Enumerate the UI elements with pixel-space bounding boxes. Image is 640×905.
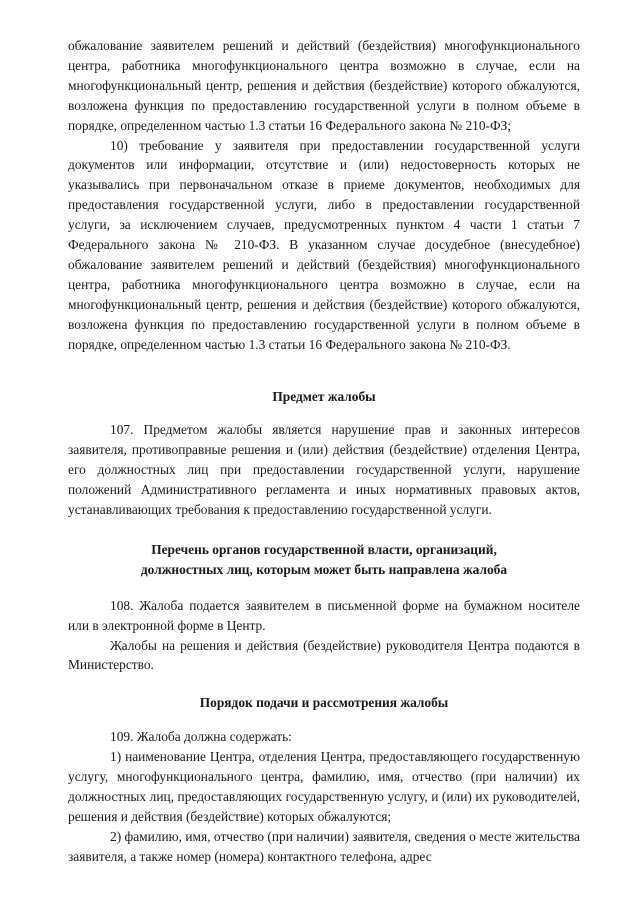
heading-procedure: Порядок подачи и рассмотрения жалобы [199, 695, 449, 711]
spacer [68, 580, 580, 596]
paragraph-109-item-2: 2) фамилию, имя, отчество (при наличии) заявителя, сведения о месте жительства заявителя, а также номер (номера) контактного телефона, адрес [68, 828, 580, 864]
heading-bodies-line-2: должностных лиц, которым может быть направлена жалоба [140, 561, 508, 577]
spacer [68, 406, 580, 420]
paragraph-109: 109. Жалоба должна содержать: [110, 729, 292, 745]
spacer [68, 520, 580, 540]
paragraph-108: 108. Жалоба подается заявителем в письменной форме на бумажном носителе или в электронной форме в Центр. [68, 597, 580, 633]
heading-bodies-line-1: Перечень органов государственной власти, организаций, [151, 541, 497, 557]
paragraph-109-item-1: 1) наименование Центра, отделения Центра, предоставляющего государственную услугу, многофункционального центра, фамилию, имя, отчество (при наличии) их должностных лиц, предоставляющих государственную услугу, и (или) их руководителей, решения и действия (бездействие) которых обжалуются; [68, 749, 580, 824]
paragraph-continuation: обжалование заявителем решений и действий (бездействия) многофункционального центра, работника многофункционального центра возможно в случае, если на многофункциональный центр, решения и действия (бездействие) которого обжалуются, возложена функция по предоставлению государственной услуги в полном объеме в порядке, определенном частью 1.3 статьи 16 Федерального закона № 210-ФЗ; [68, 38, 580, 133]
paragraph-item-10: 10) требование у заявителя при предоставлении государственной услуги документов или информации, отсутствие и (или) недостоверность которых не указывались при первоначальном отказе в приеме документов, необходимых для предоставления государственной услуги, либо в предоставлении государственной услуги, за исключением случаев, предусмотренных пунктом 4 части 1 статьи 7 Федерального закона № 210-ФЗ. В указанном случае досудебное (внесудебное) обжалование заявителем решений и действий (бездействия) многофункционального центра, работника многофункционального центра возможно в случае, если на многофункциональный центр, решения и действия (бездействие) которого обжалуются, возложена функция по предоставлению государственной услуги в полном объеме в порядке, определенном частью 1.3 статьи 16 Федерального закона № 210-ФЗ. [68, 137, 580, 352]
heading-subject-of-complaint: Предмет жалобы [272, 388, 376, 404]
spacer [68, 675, 580, 693]
spacer [68, 713, 580, 727]
paragraph-108-ministry: Жалобы на решения и действия (бездействие) руководителя Центра подаются в Министерство. [68, 637, 580, 673]
paragraph-107: 107. Предметом жалобы является нарушение прав и законных интересов заявителя, противоправные решения и (или) действия (бездействие) отделения Центра, его должностных лиц при предоставлении государственной услуги, нарушение положений Административного регламента и иных нормативных правовых актов, устанавливающих требования к предоставлению государственной услуги. [68, 422, 580, 518]
spacer [68, 355, 580, 387]
document-page [68, 36, 580, 867]
